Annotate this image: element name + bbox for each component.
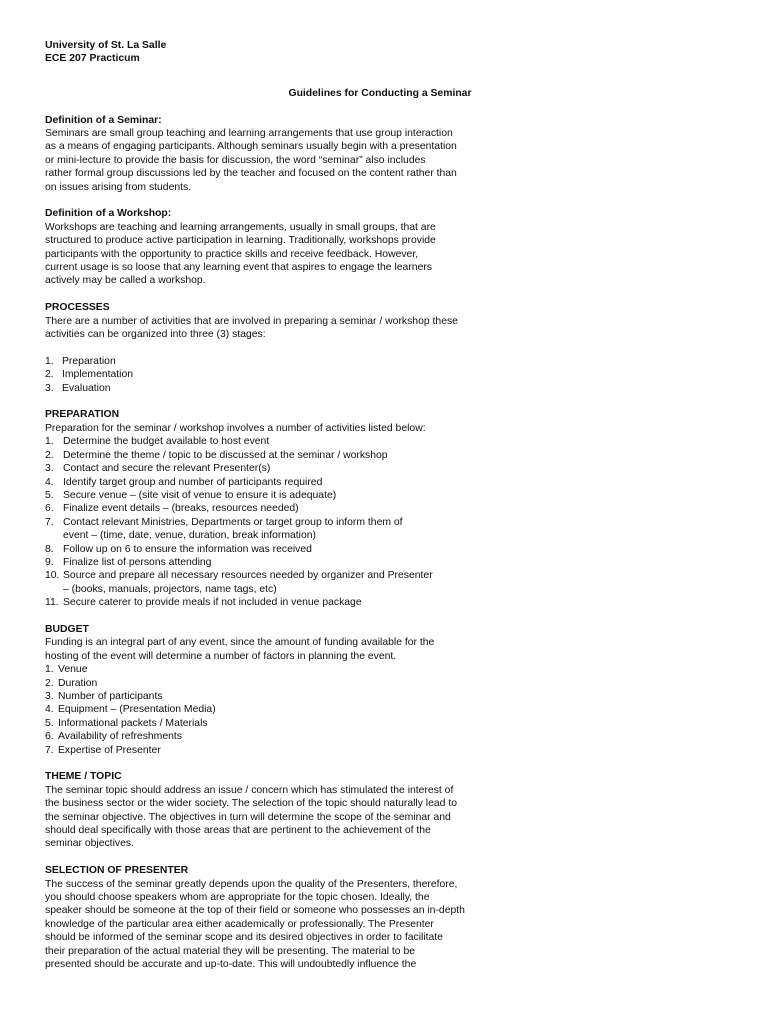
paragraph-line: the seminar objective. The objectives in turn will determine the scope of the seminar and [45,811,451,823]
paragraph-line: hosting of the event will determine a number of factors in planning the event. [45,650,397,662]
list-item: 4. Equipment – (Presentation Media) [45,704,216,716]
list-item: 6. Finalize event details – (breaks, resources needed) [45,503,299,515]
paragraph-line: their preparation of the actual material they will be presenting. The material to be [45,945,416,957]
paragraph-line: Workshops are teaching and learning arrangements, usually in small groups, that are [45,221,436,233]
paragraph-line: seminar objectives. [45,838,134,850]
paragraph-line: the business sector or the wider society. The selection of the topic should naturally lead to [45,798,458,810]
section-heading: PREPARATION [45,409,120,421]
paragraph-line: should deal specifically with those areas that are pertinent to the achievement of the [45,825,431,837]
section-heading: Definition of a Workshop: [45,208,172,220]
paragraph-line: or mini-lecture to provide the basis for discussion, the word “seminar” also includes [45,154,426,166]
list-item: 1. Venue [45,664,88,676]
list-item: 2. Determine the theme / topic to be discussed at the seminar / workshop [45,449,388,461]
paragraph-line: on issues arising from students. [45,181,192,193]
paragraph-line: presented should be accurate and up-to-date. This will undoubtedly influence the [45,959,417,971]
section-heading: SELECTION OF PRESENTER [45,865,189,877]
preparation-list [45,435,515,609]
list-item: 1. Determine the budget available to host event [45,436,270,448]
list-item: 8. Follow up on 6 to ensure the information was received [45,543,312,555]
paragraph-line: knowledge of the particular area either academically or professionally. The Presenter [45,918,434,930]
seminar-definition-section [45,114,515,194]
paragraph-line: should be informed of the seminar scope and its desired objectives in order to facilitate [45,932,443,944]
paragraph-line: structured to produce active participation in learning. Traditionally, workshops provide [45,235,436,247]
paragraph-line: activities can be organized into three (3) stages: [45,329,266,341]
list-item: 2. Implementation [45,369,134,381]
section-heading: PROCESSES [45,302,110,314]
paragraph-line: There are a number of activities that are involved in preparing a seminar / workshop these [45,315,458,327]
list-item: 9. Finalize list of persons attending [45,556,212,568]
section-heading: Definition of a Seminar: [45,114,162,126]
processes-section [45,301,515,395]
budget-section [45,623,515,757]
theme-topic-section [45,770,515,850]
paragraph-line: Funding is an integral part of any event, since the amount of funding available for the [45,637,435,649]
paragraph-line: rather formal group discussions led by the teacher and focused on the content rather than [45,168,457,180]
paragraph-line: current usage is so loose that any learning event that aspires to engage the learners [45,262,433,274]
budget-factors-list [45,663,515,757]
list-item: 1. Preparation [45,355,116,367]
list-item: 3. Contact and secure the relevant Presenter(s) [45,463,271,475]
list-item: 7. Contact relevant Ministries, Departments or target group to inform them of event – (time, date, venue, duration, break information) [45,516,403,542]
paragraph-line: you should choose speakers whom are appropriate for the topic chosen. Ideally, the [45,892,430,904]
document-body [45,39,515,972]
list-item: 2. Duration [45,677,98,689]
list-item: 3. Number of participants [45,691,163,702]
course-name: ECE 207 Practicum [45,53,140,65]
section-heading: THEME / TOPIC [45,771,122,783]
list-item: 7. Expertise of Presenter [45,744,161,756]
paragraph-line: participants with the opportunity to practice skills and receive feedback. However, [45,248,419,260]
presenter-section [45,864,515,971]
preparation-section [45,408,515,609]
list-item: 4. Identify target group and number of participants required [45,476,323,488]
paragraph-line: as a means of engaging participants. Although seminars usually begin with a presentation [45,141,457,153]
paragraph-line: The success of the seminar greatly depends upon the quality of the Presenters, therefore, [45,878,458,890]
paragraph-line: speaker should be someone at the top of their field or someone who possesses an in-depth [45,905,465,917]
paragraph-line: The seminar topic should address an issue / concern which has stimulated the interest of [45,784,454,796]
paragraph-line: Seminars are small group teaching and learning arrangements that use group interaction [45,128,453,140]
list-item: 5. Secure venue – (site visit of venue to ensure it is adequate) [45,489,337,501]
list-item: 3. Evaluation [45,382,111,394]
document-title: Guidelines for Conducting a Seminar [288,87,472,99]
paragraph-line: actively may be called a workshop. [45,275,206,287]
list-item: 5. Informational packets / Materials [45,717,208,729]
stages-list [45,355,515,395]
paragraph-line: Preparation for the seminar / workshop involves a number of activities listed below: [45,422,426,434]
university-name: University of St. La Salle [45,40,167,51]
list-item: 10. Source and prepare all necessary resources needed by organizer and Presenter – (books, manuals, projectors, name tags, etc) [45,570,433,595]
list-item: 11. Secure caterer to provide meals if not included in venue package [45,597,362,609]
workshop-definition-section [45,207,515,287]
section-heading: BUDGET [45,623,89,635]
list-item: 6. Availability of refreshments [45,731,182,743]
